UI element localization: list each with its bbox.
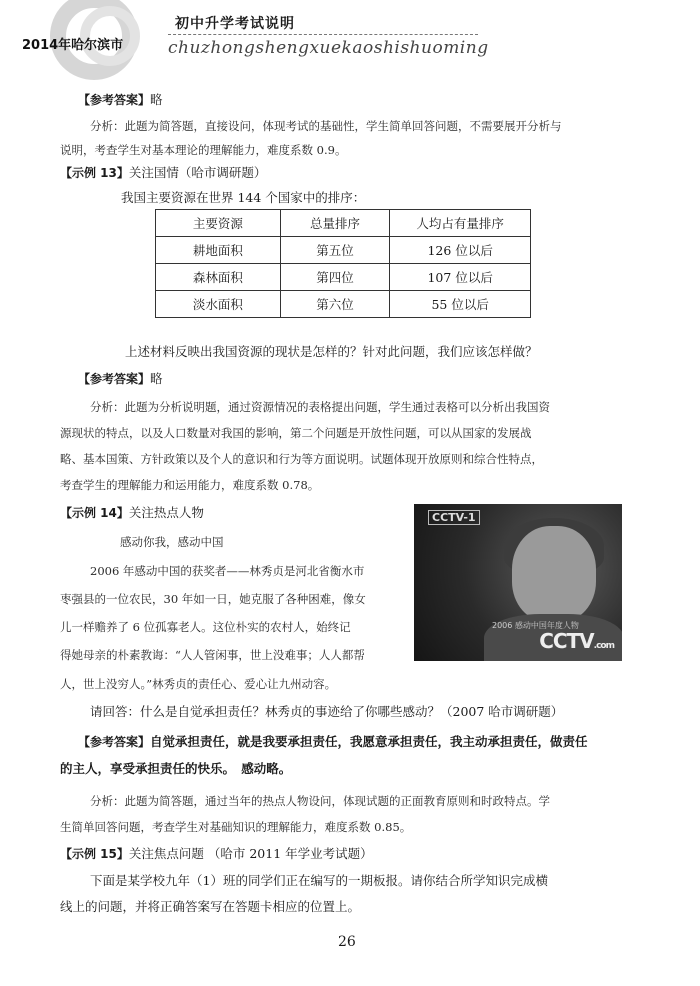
story-line: 得她母亲的朴素教诲：“人人管闲事，世上没难事；人人都帮 — [60, 648, 365, 662]
answer-text: 略 — [150, 92, 163, 107]
example-13-question: 上述材料反映出我国资源的现状是怎样的？针对此问题，我们应该怎样做？ — [125, 344, 538, 359]
header-divider — [168, 34, 478, 35]
table-cell: 耕地面积 — [156, 237, 281, 264]
analysis-line: 略、基本国策、方针政策以及个人的意识和行为等方面说明。试题体现开放原则和综合性特点， — [60, 452, 543, 466]
answer-tag: 【参考答案】 — [78, 735, 151, 749]
table-cell: 55 位以后 — [390, 291, 531, 318]
example-15-body-line: 下面是某学校九年（1）班的同学们正在编写的一期板报。请你结合所学知识完成横 — [90, 873, 548, 888]
table-cell: 第四位 — [280, 264, 390, 291]
header-pinyin: chuzhongshengxuekaoshishuoming — [168, 38, 489, 58]
example-14-heading — [60, 504, 204, 522]
table-cell: 126 位以后 — [390, 237, 531, 264]
table-header-cell: 总量排序 — [280, 210, 390, 237]
answer-text: 略 — [150, 371, 163, 386]
example-13-title: 关注国情（哈市调研题） — [128, 165, 267, 180]
analysis-line: 分析：此题为简答题，通过当年的热点人物设问，体现试题的正面教育原则和时政特点。学 — [90, 794, 550, 808]
example-15-tag: 【示例 15】 — [60, 847, 129, 861]
analysis-line: 分析：此题为分析说明题，通过资源情况的表格提出问题，学生通过表格可以分析出我国资 — [90, 400, 550, 414]
analysis-line: 说明，考查学生对基本理论的理解能力，难度系数 0.9。 — [60, 143, 347, 157]
example-13-tag: 【示例 13】 — [60, 166, 129, 180]
table-row — [156, 264, 531, 291]
analysis-line: 源现状的特点，以及人口数量对我国的影响，第二个问题是开放性问题，可以从国家的发展战 — [60, 426, 532, 440]
channel-badge: CCTV-1 — [428, 510, 480, 525]
table-cell: 淡水面积 — [156, 291, 281, 318]
table-row — [156, 291, 531, 318]
example-14-title: 关注热点人物 — [128, 505, 204, 520]
example-15-body-line: 线上的问题，并将正确答案写在答题卡相应的位置上。 — [60, 899, 361, 914]
cctv-logo-suffix: .com — [593, 641, 614, 651]
table-caption: 我国主要资源在世界 144 个国家中的排序： — [121, 190, 366, 205]
answer-tag: 【参考答案】 — [78, 93, 151, 107]
story-line: 2006 年感动中国的获奖者——林秀贞是河北省衡水市 — [90, 564, 365, 578]
example-14-tag: 【示例 14】 — [60, 506, 129, 520]
photo-face-shape — [512, 526, 596, 622]
photo-caption: 2006 感动中国年度人物 — [492, 621, 579, 630]
header-title: 初中升学考试说明 — [175, 16, 295, 32]
answer-line-2 — [78, 370, 163, 388]
story-line: 人，世上没穷人。”林秀贞的责任心、爱心让九州动容。 — [60, 677, 337, 691]
answer-text: 自觉承担责任，就是我要承担责任，我愿意承担责任，我主动承担责任，做责任 — [150, 734, 588, 749]
example-13-heading — [60, 164, 266, 182]
header-year-city: 2014年哈尔滨市 — [22, 38, 124, 53]
example-14-question: 请回答：什么是自觉承担责任？林秀贞的事迹给了你哪些感动？（2007 哈市调研题） — [90, 704, 564, 719]
news-photo-lin-xiuzhen — [414, 504, 622, 661]
table-cell: 第五位 — [280, 237, 390, 264]
table-cell: 森林面积 — [156, 264, 281, 291]
cctv-logo — [539, 629, 614, 653]
example-15-heading — [60, 845, 373, 863]
cctv-logo-text: CCTV — [539, 629, 594, 653]
story-line: 枣强县的一位农民，30 年如一日，她克服了各种困难，像女 — [60, 592, 366, 606]
example-15-title: 关注焦点问题 （哈市 2011 年学业考试题） — [128, 846, 373, 861]
table-row — [156, 237, 531, 264]
analysis-line: 生简单回答问题，考查学生对基础知识的理解能力，难度系数 0.85。 — [60, 820, 412, 834]
analysis-line: 考查学生的理解能力和运用能力，难度系数 0.78。 — [60, 478, 320, 492]
story-line: 儿一样赡养了 6 位孤寡老人。这位朴实的农村人，始终记 — [60, 620, 351, 634]
answer-line-3 — [78, 733, 588, 751]
analysis-line: 分析：此题为简答题，直接设问，体现考试的基础性，学生简单回答问题，不需要展开分析与 — [90, 119, 562, 133]
table-header-cell: 人均占有量排序 — [390, 210, 531, 237]
table-header-cell: 主要资源 — [156, 210, 281, 237]
answer-tag: 【参考答案】 — [78, 372, 151, 386]
table-cell: 第六位 — [280, 291, 390, 318]
answer-continuation: 的主人，享受承担责任的快乐。 感动略。 — [60, 761, 292, 776]
example-14-subtitle: 感动你我，感动中国 — [120, 535, 224, 549]
table-header-row — [156, 210, 531, 237]
resource-ranking-table — [155, 209, 531, 318]
answer-line-1 — [78, 91, 163, 109]
table-cell: 107 位以后 — [390, 264, 531, 291]
page-number: 26 — [338, 934, 356, 950]
